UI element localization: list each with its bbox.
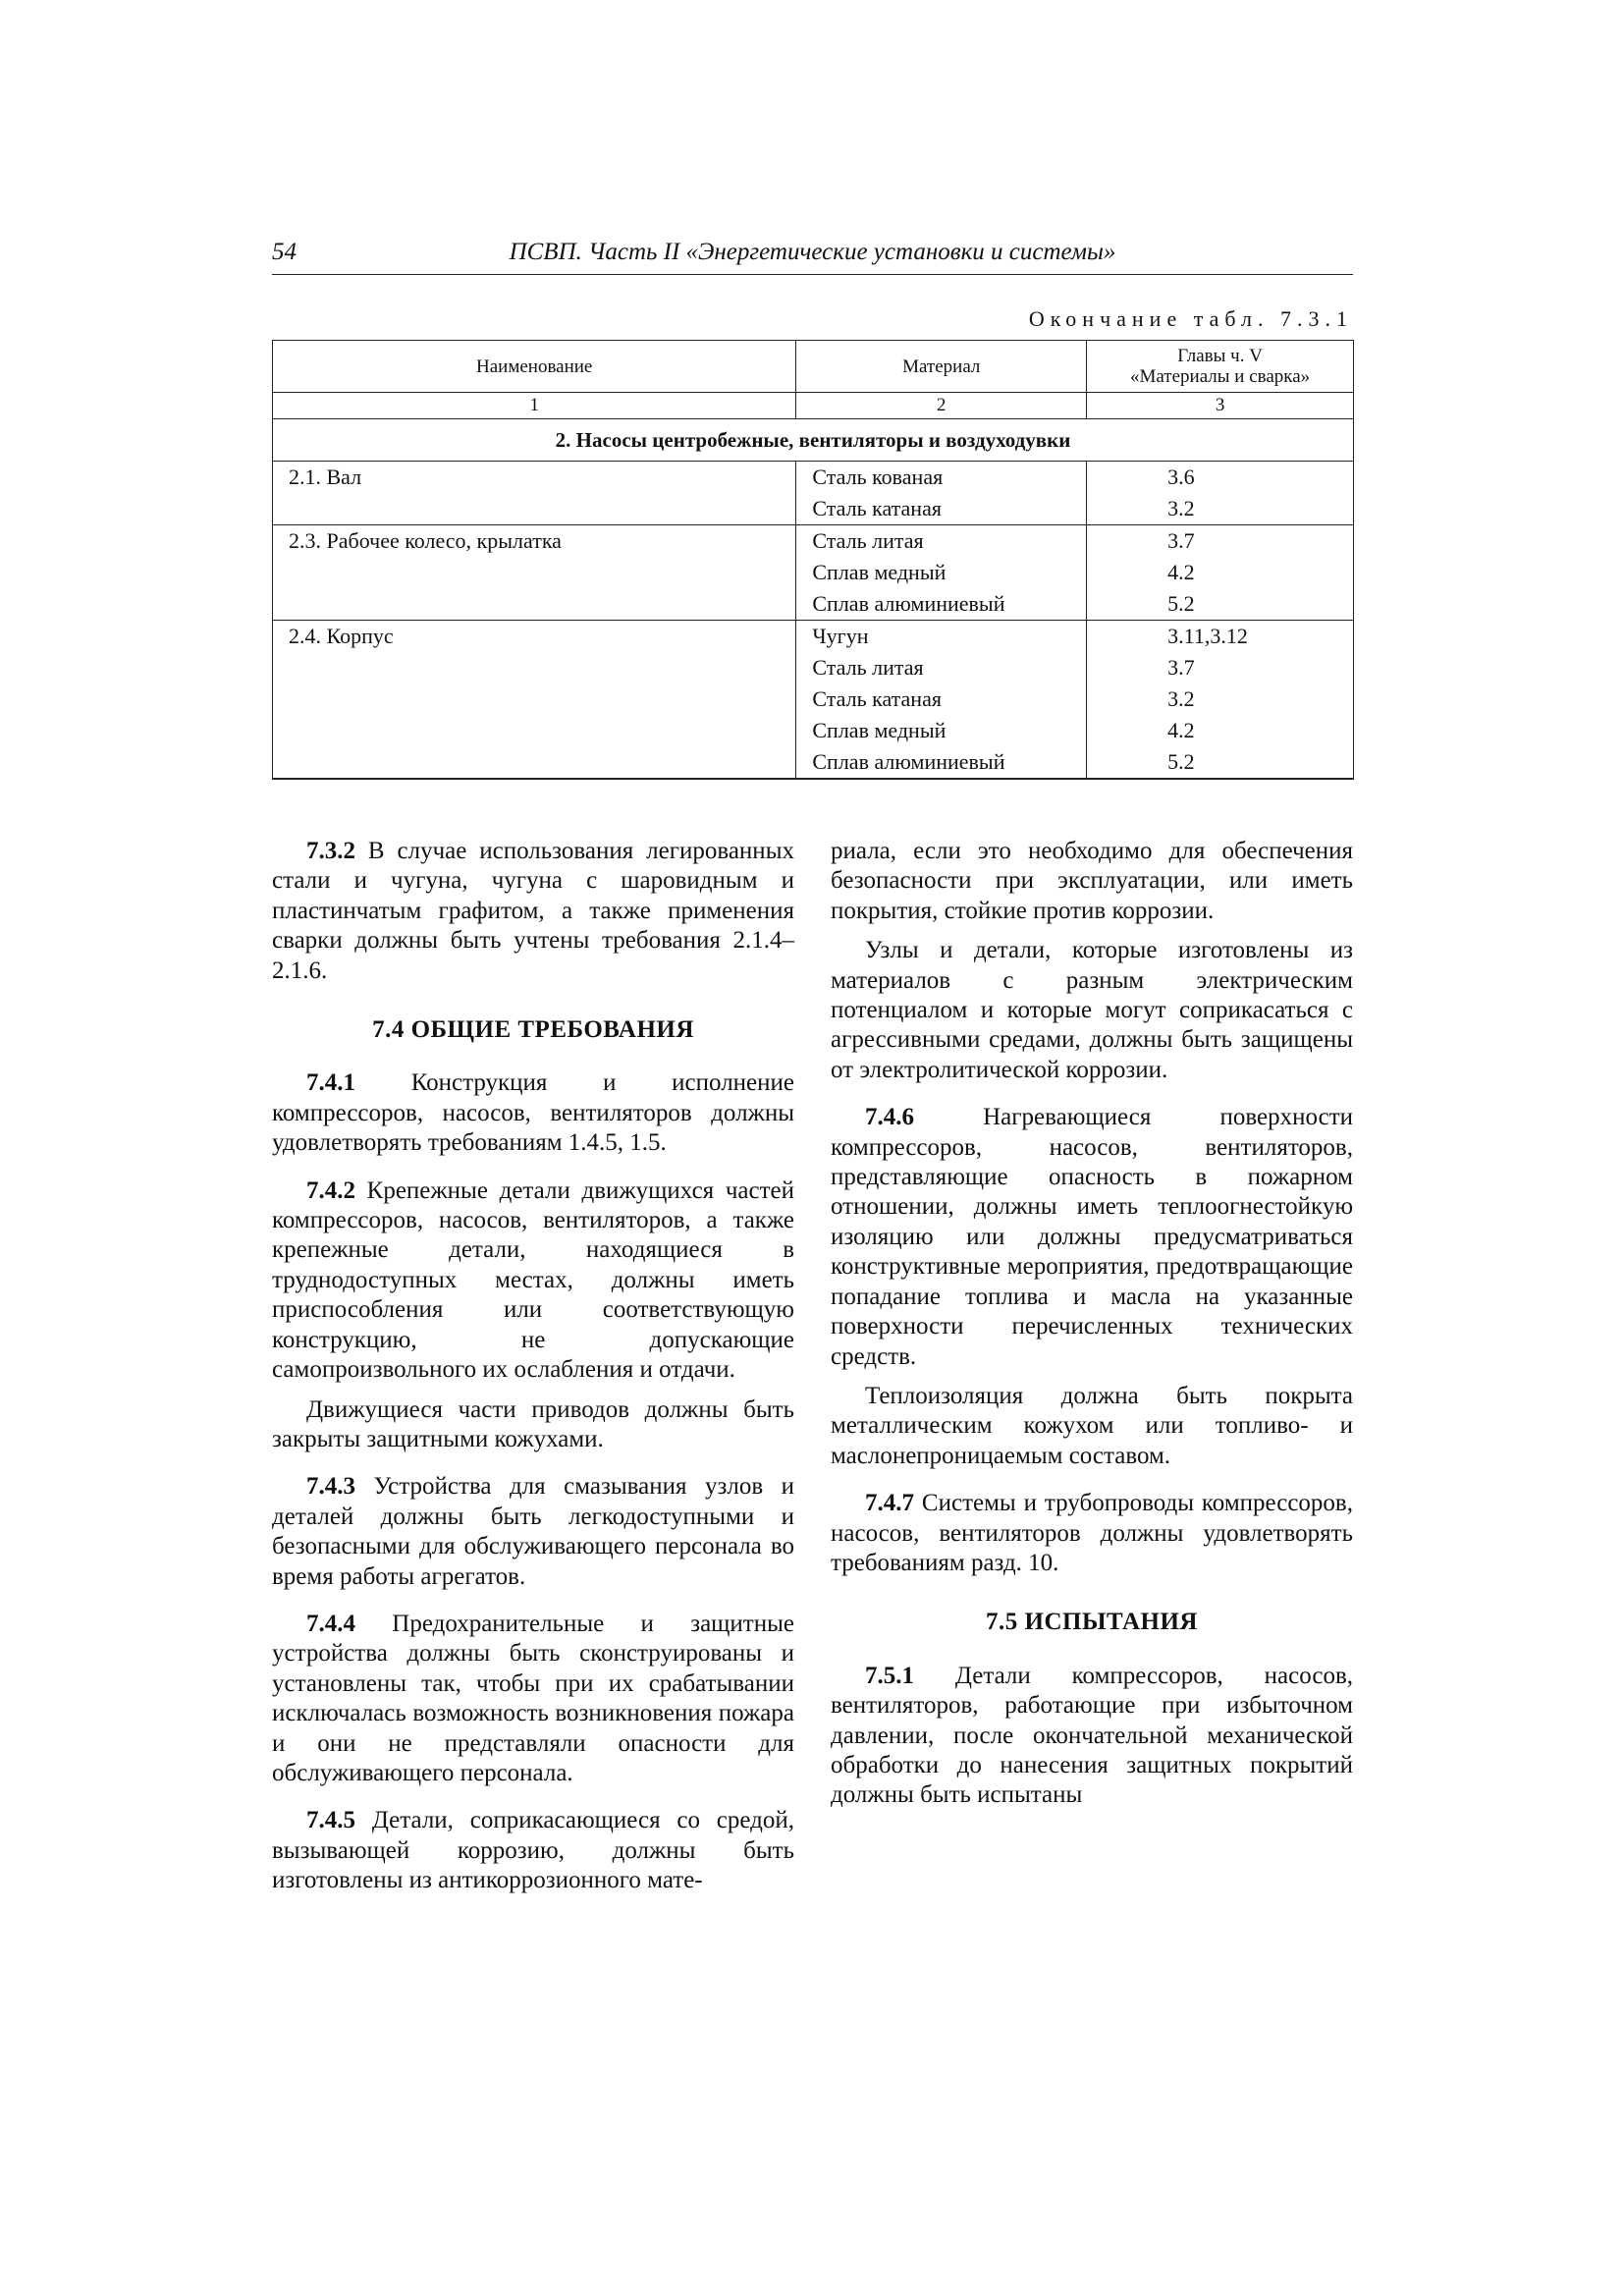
table-row bbox=[273, 525, 1354, 558]
material-cell: Сталь литая bbox=[796, 652, 1087, 683]
material-cell: Сплав алюминиевый bbox=[796, 588, 1087, 621]
paragraph-7-4-1 bbox=[272, 1068, 794, 1158]
section-row bbox=[273, 419, 1354, 462]
paragraph-7-4-5-cont: риала, если это необходимо для обеспечения безопасности при эксплуатации, или иметь покрытия, стойкие против коррозии. bbox=[831, 838, 1353, 924]
clause-number: 7.4.1 bbox=[306, 1069, 355, 1097]
clause-text: Устройства для смазывания узлов и деталей должны быть легкодоступными и безопасными для обслуживающего персонала во время работы агрегатов. bbox=[272, 1473, 794, 1590]
material-cell: Сплав медный bbox=[796, 715, 1087, 746]
clause-text: Детали, соприкасающиеся со средой, вызывающей коррозию, должны быть изготовлены из антикоррозионного мате- bbox=[272, 1807, 794, 1894]
table-row bbox=[273, 462, 1354, 494]
left-column bbox=[272, 837, 794, 1906]
chapter-cell: 3.2 bbox=[1087, 683, 1354, 715]
paragraph-7-4-5 bbox=[272, 1806, 794, 1895]
clause-number: 7.4.6 bbox=[865, 1104, 914, 1131]
clause-text: Предохранительные и защитные устройства должны быть сконструированы и установлены так, чтобы при их срабатывании исключалась возможность возникновения пожара и они не представляли опасности для обслуживающего персонала. bbox=[272, 1610, 794, 1786]
clause-text: Нагревающиеся поверхности компрессоров, насосов, вентиляторов, представляющие опасность в пожарном отношении, должны иметь теплоогнестойкую изоляцию или должны предусматриваться конструктивные мероприятия, предотвращающие попадание топлива и масла на указанные поверхности перечисленных технических средств. bbox=[831, 1104, 1353, 1370]
clause-number: 7.4.5 bbox=[306, 1807, 355, 1834]
material-cell: Сплав алюминиевый bbox=[796, 746, 1087, 779]
clause-number: 7.4.4 bbox=[306, 1610, 355, 1637]
clause-text: Детали компрессоров, насосов, вентиляторов, работающие при избыточном давлении, после окончательной механической обработки до нанесения защитных покрытий должны быть испытаны bbox=[831, 1662, 1353, 1809]
material-cell: Чугун bbox=[796, 621, 1087, 653]
clause-text: Крепежные детали движущихся частей компрессоров, насосов, вентиляторов, а также крепежные детали, находящиеся в труднодоступных местах, должны иметь приспособления или соответствующую конструкцию, не допускающие самопроизвольного их ослабления и отдачи. bbox=[272, 1176, 794, 1384]
chapter-cell: 5.2 bbox=[1087, 746, 1354, 779]
paragraph-7-4-4 bbox=[272, 1610, 794, 1788]
section-heading-7-5: 7.5 ИСПЫТАНИЯ bbox=[986, 1609, 1198, 1636]
clause-number: 7.4.3 bbox=[306, 1473, 355, 1501]
running-title: ПСВП. Часть II «Энергетические установки и системы» bbox=[509, 239, 1116, 265]
paragraph-7-4-2 bbox=[272, 1176, 794, 1386]
paragraph-7-4-6 bbox=[831, 1103, 1353, 1372]
running-header bbox=[272, 237, 1353, 275]
paragraph-7-4-2-b: Движущиеся части приводов должны быть закрыты защитными кожухами. bbox=[272, 1395, 794, 1452]
material-cell: Сталь катаная bbox=[796, 493, 1087, 525]
chapter-cell: 3.11,3.12 bbox=[1087, 621, 1354, 653]
clause-text: В случае использования легированных стали и чугуна, чугуна с шаровидным и пластинчатым графитом, а также применения сварки должны быть учтены требования 2.1.4–2.1.6. bbox=[272, 838, 794, 984]
chapter-cell: 4.2 bbox=[1087, 715, 1354, 746]
clause-number: 7.4.2 bbox=[306, 1176, 355, 1204]
paragraph-7-4-6-b: Теплоизоляция должна быть покрыта металлическим кожухом или топливо- и маслонепроницаемым составом. bbox=[831, 1382, 1353, 1469]
chapter-cell: 3.7 bbox=[1087, 652, 1354, 683]
paragraph-7-4-7 bbox=[831, 1489, 1353, 1578]
table-header-row bbox=[273, 341, 1354, 393]
table-row bbox=[273, 621, 1354, 653]
header-material: Материал bbox=[796, 341, 1087, 393]
chapter-cell: 3.7 bbox=[1087, 525, 1354, 558]
chapter-cell: 3.6 bbox=[1087, 462, 1354, 494]
clause-number: 7.4.7 bbox=[865, 1490, 914, 1517]
header-name: Наименование bbox=[273, 341, 796, 393]
column-number-row bbox=[273, 393, 1354, 419]
column-number: 1 bbox=[273, 393, 796, 419]
material-cell: Сталь литая bbox=[796, 525, 1087, 558]
section-title: 2. Насосы центробежные, вентиляторы и воздуходувки bbox=[273, 419, 1354, 462]
item-name: 2.1. Вал bbox=[273, 462, 796, 525]
clause-number: 7.3.2 bbox=[306, 838, 355, 864]
header-chapters-line1: Главы ч. V bbox=[1177, 346, 1263, 366]
material-cell: Сплав медный bbox=[796, 557, 1087, 588]
chapter-cell: 3.2 bbox=[1087, 493, 1354, 525]
page-number: 54 bbox=[272, 239, 297, 265]
paragraph-7-5-1 bbox=[831, 1662, 1353, 1811]
material-cell: Сталь катаная bbox=[796, 683, 1087, 715]
header-chapters bbox=[1087, 341, 1354, 393]
item-name: 2.4. Корпус bbox=[273, 621, 796, 780]
materials-table bbox=[272, 340, 1354, 780]
table-caption: Окончание табл. 7.3.1 bbox=[1028, 306, 1353, 331]
right-column bbox=[831, 837, 1353, 1821]
paragraph-7-3-2 bbox=[272, 837, 794, 986]
column-number: 2 bbox=[796, 393, 1087, 419]
chapter-cell: 5.2 bbox=[1087, 588, 1354, 621]
section-heading-7-4: 7.4 ОБЩИЕ ТРЕБОВАНИЯ bbox=[372, 1016, 694, 1044]
item-name: 2.3. Рабочее колесо, крылатка bbox=[273, 525, 796, 621]
paragraph-7-4-3 bbox=[272, 1472, 794, 1592]
paragraph-7-4-5-b: Узлы и детали, которые изготовлены из материалов с разным электрическим потенциалом и которые могут соприкасаться с агрессивными средами, должны быть защищены от электролитической коррозии. bbox=[831, 937, 1353, 1083]
column-number: 3 bbox=[1087, 393, 1354, 419]
clause-text: Конструкция и исполнение компрессоров, насосов, вентиляторов должны удовлетворять требованиям 1.4.5, 1.5. bbox=[272, 1069, 794, 1157]
clause-number: 7.5.1 bbox=[865, 1662, 914, 1689]
material-cell: Сталь кованая bbox=[796, 462, 1087, 494]
clause-text: Системы и трубопроводы компрессоров, насосов, вентиляторов должны удовлетворять требованиям разд. 10. bbox=[831, 1490, 1353, 1576]
header-chapters-line2: «Материалы и сварка» bbox=[1129, 366, 1311, 387]
chapter-cell: 4.2 bbox=[1087, 557, 1354, 588]
